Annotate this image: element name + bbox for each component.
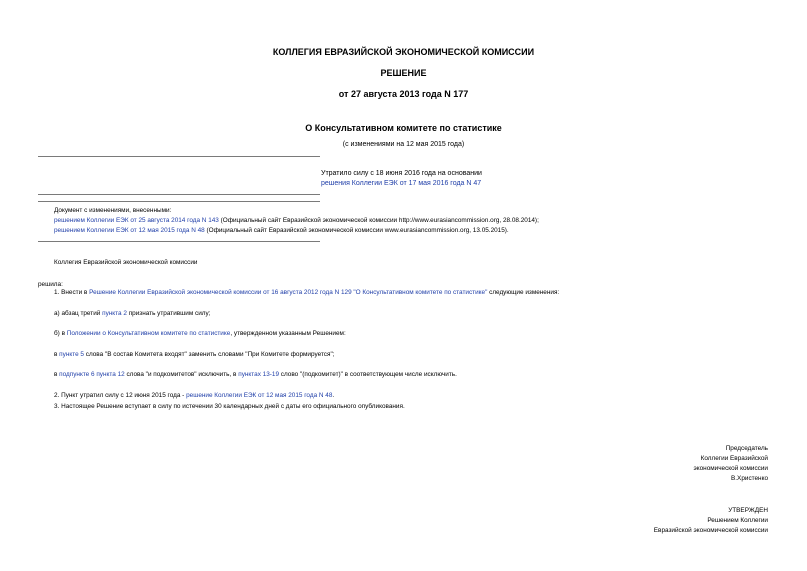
decided-text: решила:: [38, 281, 63, 288]
amendment-item: [54, 226, 509, 235]
document-date-number: от 27 августа 2013 года N 177: [338, 89, 469, 99]
text-fragment: признать утратившим силу;: [126, 310, 211, 317]
clause-5-link[interactable]: пункте 5: [59, 351, 84, 358]
amendment-source: (Официальный сайт Евразийской экономической комиссии http://www.eurasiancommission.org, 28.08.2014);: [218, 217, 539, 224]
clause-2-link[interactable]: пункта 2: [102, 310, 127, 317]
signature-title: Председатель: [725, 445, 768, 452]
paragraph-a: [54, 309, 211, 318]
paragraph-2: [54, 391, 334, 400]
collegium-text: Коллегия Евразийской экономической комиссии: [54, 259, 198, 266]
divider: [38, 241, 320, 242]
subclause-6-link[interactable]: подпункте 6 пункта 12: [59, 371, 125, 378]
text-fragment: следующие изменения:: [487, 289, 560, 296]
paragraph-3: 3. Настоящее Решение вступает в силу по истечении 30 календарных дней с даты его официального опубликования.: [54, 403, 405, 410]
decision-48-link[interactable]: решение Коллегии ЕЭК от 12 мая 2015 года N 48: [186, 392, 333, 399]
text-fragment: а) абзац третий: [54, 310, 103, 317]
expiry-note: Утратило силу с 18 июня 2016 года на основании: [321, 170, 482, 177]
amendments-intro: Документ с изменениями, внесенными:: [54, 207, 172, 214]
text-fragment: в: [54, 351, 60, 358]
text-fragment: слова "и подкомитетов" исключить, в: [124, 371, 239, 378]
document-title: О Консультативном комитете по статистике: [305, 123, 502, 133]
text-fragment: слово "(подкомитет)" в соответствующем числе исключить.: [279, 371, 457, 378]
organization-title: КОЛЛЕГИЯ ЕВРАЗИЙСКОЙ ЭКОНОМИЧЕСКОЙ КОМИССИИ: [272, 47, 535, 57]
signature-body: Коллегии Евразийской: [700, 455, 768, 462]
signatory-name: В.Христенко: [731, 475, 768, 482]
text-fragment: , утвержденном указанным Решением:: [230, 330, 346, 337]
divider: [38, 156, 320, 157]
amendment-source: (Официальный сайт Евразийской экономической комиссии www.eurasiancommission.org, 13.05.2015).: [204, 227, 509, 234]
approved-body: Евразийской экономической комиссии: [653, 527, 768, 534]
paragraph-d: [54, 370, 457, 379]
text-fragment: слова "В состав Комитета входят" заменить словами "При Комитете формируется";: [83, 351, 335, 358]
divider: [38, 194, 320, 195]
divider: [38, 201, 320, 202]
decision-129-link[interactable]: Решение Коллегии Евразийской экономической комиссии от 16 августа 2012 года N 129 "О Консультативном комитете по статистике": [89, 289, 488, 296]
approved-title: УТВЕРЖДЕН: [728, 507, 768, 514]
amendment-item: [54, 216, 539, 225]
revision-note: (с изменениями на 12 мая 2015 года): [342, 141, 465, 148]
clauses-13-19-link[interactable]: пунктах 13-19: [238, 371, 280, 378]
text-fragment: в: [54, 371, 60, 378]
approved-body: Решением Коллегии: [707, 517, 768, 524]
document-type: РЕШЕНИЕ: [380, 68, 427, 78]
text-fragment: 1. Внести в: [54, 289, 90, 296]
text-fragment: б) в: [54, 330, 67, 337]
paragraph-b: [54, 329, 346, 338]
expiry-decision-link[interactable]: решения Коллегии ЕЭК от 17 мая 2016 года N 47: [321, 180, 482, 187]
amendment-link[interactable]: решением Коллегии ЕЭК от 12 мая 2015 года N 48: [54, 227, 205, 234]
amendment-link[interactable]: решением Коллегии ЕЭК от 25 августа 2014 года N 143: [54, 217, 219, 224]
regulation-link[interactable]: Положении о Консультативном комитете по статистике: [66, 330, 231, 337]
signature-body: экономической комиссии: [693, 465, 768, 472]
text-fragment: .: [332, 392, 335, 399]
text-fragment: 2. Пункт утратил силу с 12 июня 2015 года -: [54, 392, 187, 399]
paragraph-c: [54, 350, 335, 359]
paragraph-1: [54, 288, 559, 297]
